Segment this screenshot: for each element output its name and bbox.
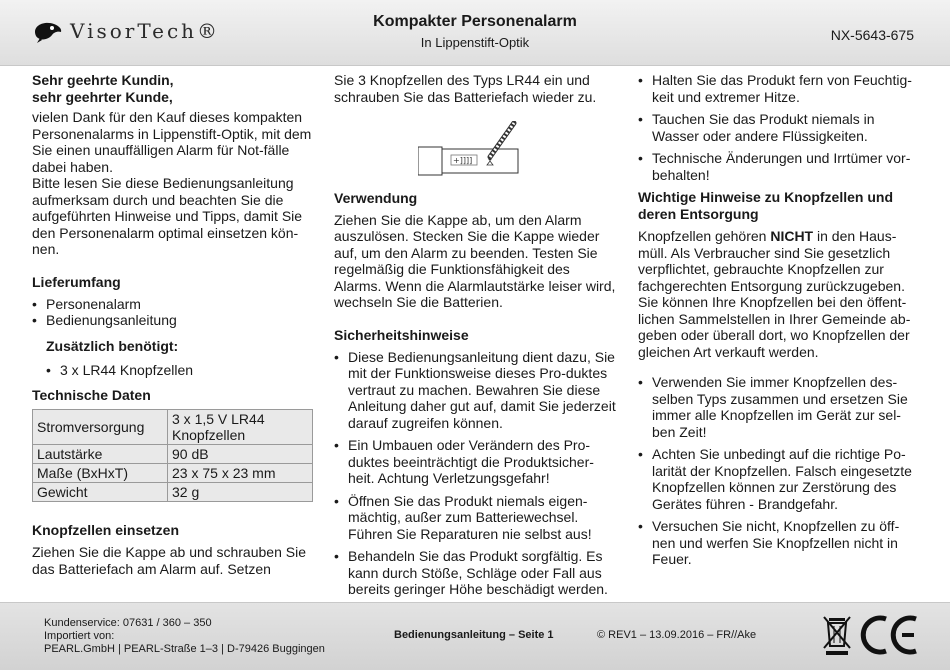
list-item: • Versuchen Sie nicht, Knopfzellen zu öff-nen und werfen Sie Knopfzellen nicht in Feuer. — [638, 518, 920, 568]
list-item: • 3 x LR44 Knopfzellen — [46, 362, 314, 379]
table-row — [33, 410, 313, 445]
disposal-text-start: Knopfzellen gehören — [638, 228, 771, 244]
list-item: • Verwenden Sie immer Knopfzellen des-selben Typs zusammen und ersetzen Sie immer alle Knopfzellen im Gerät zur sel-ben Zeit! — [638, 374, 920, 440]
greeting — [32, 72, 314, 106]
additional-list — [32, 362, 314, 379]
importer-address: PEARL.GmbH | PEARL-Straße 1–3 | D-79426 Buggingen — [44, 643, 325, 655]
safety-list — [334, 349, 619, 598]
scope-list — [32, 296, 314, 329]
list-item: • Technische Änderungen und Irrtümer vor-behalten! — [638, 150, 920, 183]
safety-list-continued — [638, 72, 920, 183]
page-footer — [0, 602, 950, 670]
customer-service: Kundenservice: 07631 / 360 – 350 — [44, 617, 212, 629]
list-item: • Halten Sie das Produkt fern von Feuchtig-keit und extremer Hitze. — [638, 72, 920, 105]
list-item: • Diese Bedienungsanleitung dient dazu, Sie mit der Funktionsweise dieses Pro-duktes vertraut zu machen. Bewahren Sie diese Anleitung daher gut auf, damit Sie jederzeit darauf zugreifen können. — [334, 349, 619, 432]
column-1 — [32, 72, 314, 577]
list-item: • Bedienungsanleitung — [32, 312, 314, 329]
document-subtitle: In Lippenstift-Optik — [420, 35, 530, 50]
document-title: Kompakter Personenalarm — [373, 13, 577, 30]
additional-heading: Zusätzlich benötigt: — [46, 337, 179, 354]
intro-text: vielen Dank für den Kauf dieses kompakten Personenalarms in Lippenstift-Optik, mit dem Sie einen unauffälligen Alarm für Not-fälle dabei haben. Bitte lesen Sie diese Bedienungsanleitung aufmerksam durch und beachten Sie die aufgeführten Hinweise und Tipps, damit Sie den Personenalarm optimal einsetzen kön-nen. — [32, 109, 312, 257]
battery-figure-icon — [418, 121, 524, 183]
revision-info: © REV1 – 13.09.2016 – FR//Ake — [597, 629, 757, 641]
disposal-text-rest: in den Haus-müll. Als Verbraucher sind Sie gesetzlich verpflichtet, gebrauchte Knopfzellen zur fachgerechten Entsorgung zurückzugeben. Sie können Ihre Knopfzellen bei den öffent-lichen Sammelstellen in Ihrer Gemeinde ab-geben oder überall dort, wo Knopfzellen der gleichen Art verkauft werden. — [638, 228, 911, 360]
insert-text-continued: Sie 3 Knopfzellen des Typs LR44 ein und schrauben Sie das Batteriefach wieder zu. — [334, 72, 597, 105]
list-item: • Personenalarm — [32, 296, 314, 313]
disposal-heading: Wichtige Hinweise zu Knopfzellen und deren Entsorgung — [638, 189, 893, 222]
table-row — [33, 445, 313, 464]
list-item: • Ein Umbauen oder Verändern des Pro-duktes beeinträchtigt die Produktsicher-heit. Achtung Verletzungsgefahr! — [334, 437, 619, 487]
brand-logo — [32, 18, 220, 44]
visortech-logo-icon — [32, 18, 64, 44]
disposal-text — [638, 228, 920, 360]
insert-text: Ziehen Sie die Kappe ab und schrauben Sie das Batteriefach am Alarm auf. Setzen — [32, 544, 306, 577]
use-heading: Verwendung — [334, 189, 418, 206]
table-row — [33, 464, 313, 483]
tech-table — [32, 409, 313, 502]
insert-heading: Knopfzellen einsetzen — [32, 522, 180, 538]
tech-heading: Technische Daten — [32, 387, 151, 403]
tech-value: 3 x 1,5 V LR44 Knopfzellen — [168, 410, 313, 445]
page-header — [0, 0, 950, 66]
column-3 — [638, 72, 920, 568]
brand-name: VisorTech® — [70, 19, 221, 43]
weee-bin-icon — [822, 614, 852, 656]
list-item: • Tauchen Sie das Produkt niemals in Wasser oder andere Flüssigkeiten. — [638, 111, 920, 144]
column-2 — [334, 72, 619, 598]
tech-label: Stromversorgung — [33, 410, 168, 445]
tech-value: 90 dB — [168, 445, 313, 464]
battery-figure — [418, 121, 619, 187]
list-item: • Achten Sie unbedingt auf die richtige Po-larität der Knopfzellen. Falsch eingesetzte Knopfzellen können zur Zerstörung des Gerätes führen - Brandgefahr. — [638, 446, 920, 512]
list-item: • Öffnen Sie das Produkt niemals eigen-mächtig, außer zum Batteriewechsel. Führen Sie Reparaturen nie selbst aus! — [334, 493, 619, 543]
greeting-line-1: Sehr geehrte Kundin, — [32, 72, 174, 88]
importer-label: Importiert von: — [44, 630, 115, 642]
safety-heading: Sicherheitshinweise — [334, 326, 469, 343]
tech-value: 32 g — [168, 483, 313, 502]
tech-value: 23 x 75 x 23 mm — [168, 464, 313, 483]
use-text: Ziehen Sie die Kappe ab, um den Alarm auszulösen. Stecken Sie die Kappe wieder auf, um den Alarm zu beenden. Testen Sie regelmäßig die Funktionsfähigkeit des Alarms. Wenn die Alarmlautstärke leiser wird, wechseln Sie die Batterien. — [334, 211, 616, 310]
scope-heading: Lieferumfang — [32, 273, 121, 290]
article-number: NX-5643-675 — [830, 27, 914, 43]
list-item: • Behandeln Sie das Produkt sorgfältig. Es kann durch Stöße, Schläge oder Fall aus bereits geringer Höhe beschädigt werden. — [334, 548, 619, 598]
tech-label: Gewicht — [33, 483, 168, 502]
disposal-emphasis: NICHT — [770, 228, 814, 244]
greeting-line-2: sehr geehrter Kunde, — [32, 89, 173, 105]
page-indicator: Bedienungsanleitung – Seite 1 — [394, 629, 554, 641]
table-row — [33, 483, 313, 502]
battery-list — [638, 374, 920, 568]
ce-mark-icon — [860, 613, 922, 657]
certification-marks — [822, 613, 922, 657]
svg-text:+]]]]: +]]]] — [453, 156, 473, 165]
footer-contact — [44, 617, 325, 656]
tech-label: Maße (BxHxT) — [33, 464, 168, 483]
tech-label: Lautstärke — [33, 445, 168, 464]
